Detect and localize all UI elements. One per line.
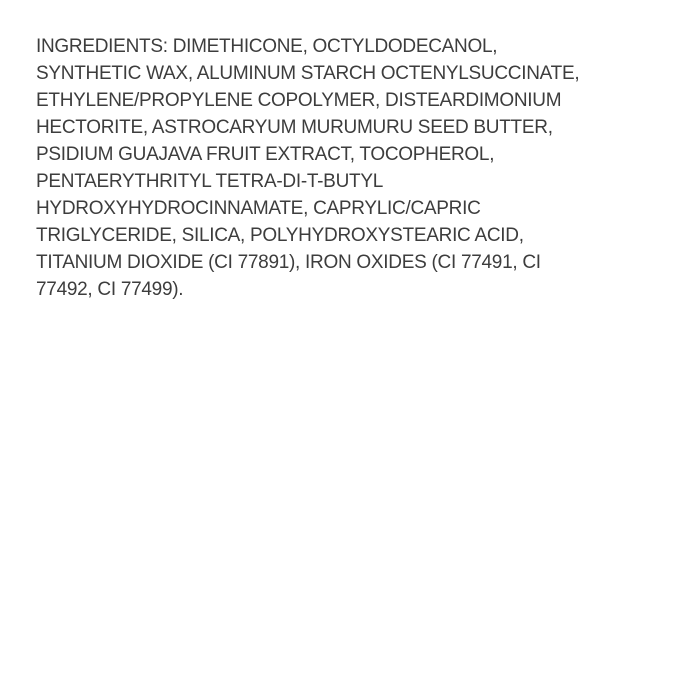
ingredients-line: ETHYLENE/PROPYLENE COPOLYMER, DISTEARDIMONIUM: [36, 90, 562, 111]
ingredients-line: INGREDIENTS: DIMETHICONE, OCTYLDODECANOL,: [36, 36, 498, 57]
ingredients-line: TRIGLYCERIDE, SILICA, POLYHYDROXYSTEARIC ACID,: [36, 225, 524, 246]
ingredients-text: [36, 33, 651, 303]
ingredients-line: SYNTHETIC WAX, ALUMINUM STARCH OCTENYLSUCCINATE,: [36, 63, 580, 84]
ingredients-line: PSIDIUM GUAJAVA FRUIT EXTRACT, TOCOPHEROL,: [36, 144, 495, 165]
ingredients-line: HYDROXYHYDROCINNAMATE, CAPRYLIC/CAPRIC: [36, 198, 481, 219]
ingredients-line: PENTAERYTHRITYL TETRA-DI-T-BUTYL: [36, 171, 384, 192]
ingredients-line: TITANIUM DIOXIDE (CI 77891), IRON OXIDES (CI 77491, CI: [36, 252, 541, 273]
ingredients-line: 77492, CI 77499).: [36, 279, 184, 300]
ingredients-line: HECTORITE, ASTROCARYUM MURUMURU SEED BUTTER,: [36, 117, 553, 138]
